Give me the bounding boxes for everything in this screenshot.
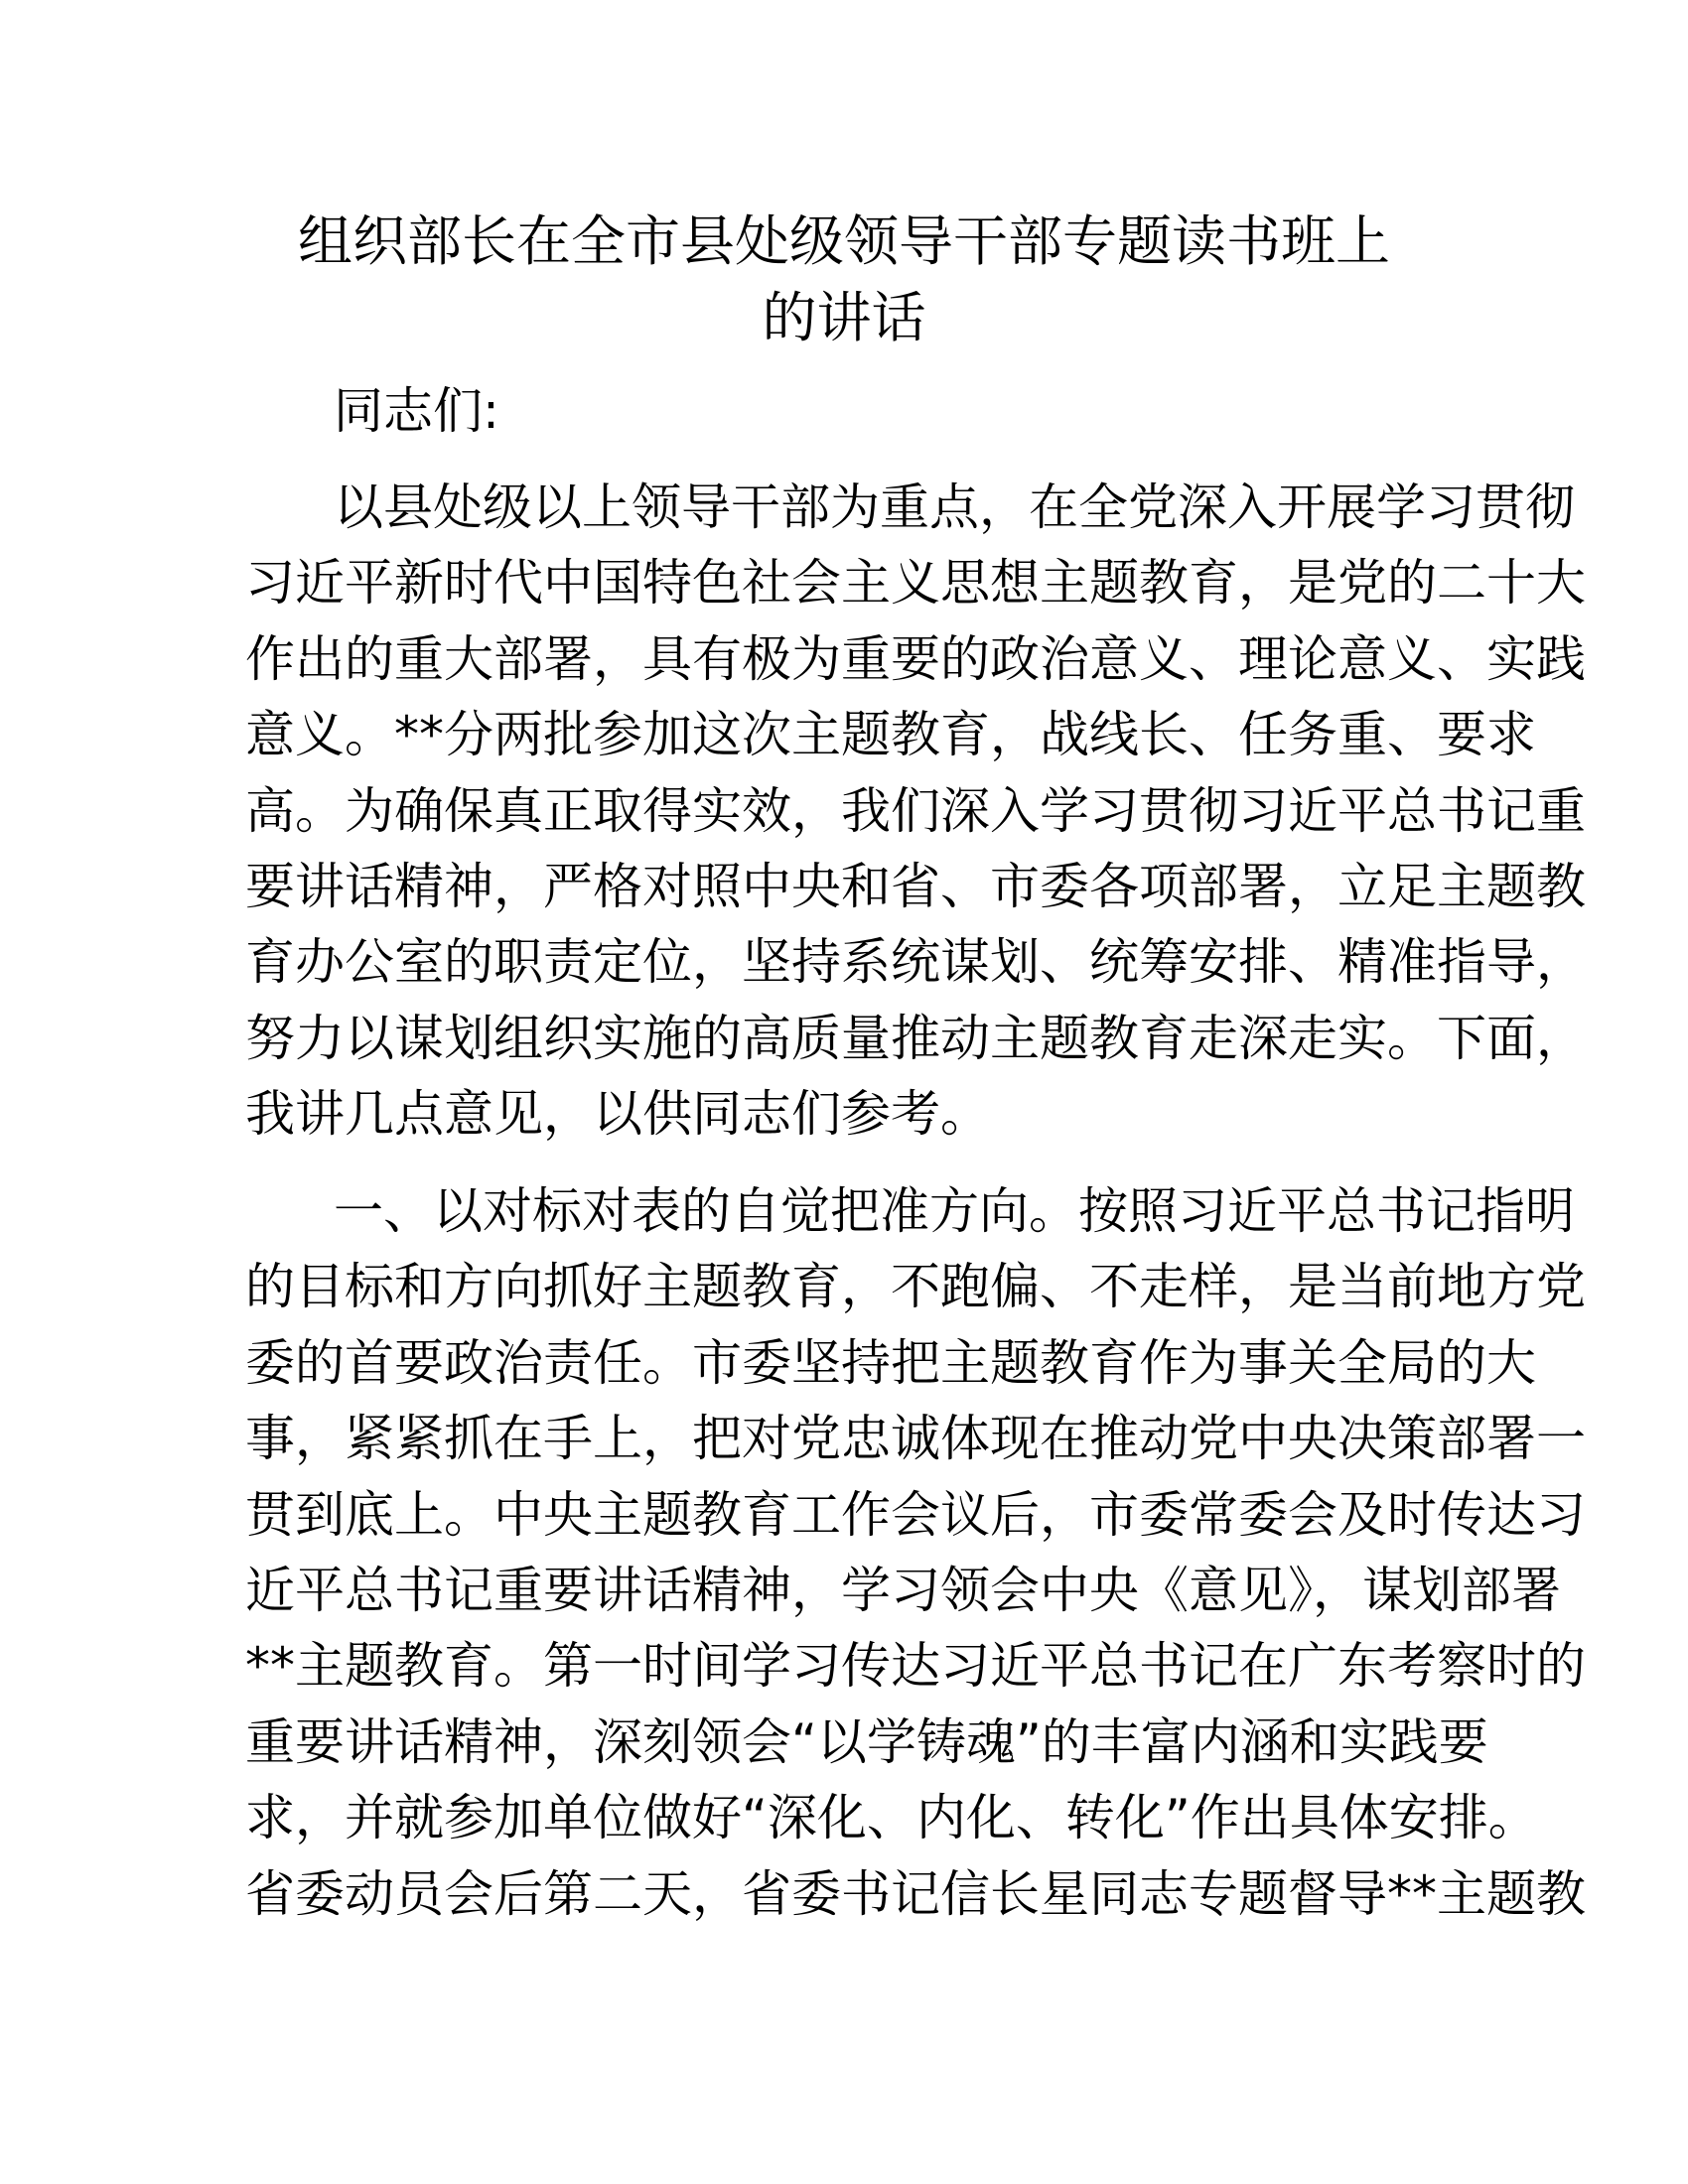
greeting: 同志们: bbox=[334, 382, 499, 440]
paragraph-section-one bbox=[245, 1173, 1586, 1932]
text-line: 习近平新时代中国特色社会主义思想主题教育，是党的二十大 bbox=[245, 554, 1586, 613]
text-line: 育办公室的职责定位，坚持系统谋划、统筹安排、精准指导， bbox=[245, 933, 1586, 992]
text-line: 努力以谋划组织实施的高质量推动主题教育走深走实。下面， bbox=[245, 1009, 1586, 1067]
document-title bbox=[0, 204, 1688, 356]
text-line: 意义。**分两批参加这次主题教育，战线长、任务重、要求 bbox=[245, 706, 1536, 764]
text-line: 作出的重大部署，具有极为重要的政治意义、理论意义、实践 bbox=[245, 629, 1586, 688]
text-line: 贯到底上。中央主题教育工作会议后，市委常委会及时传达习 bbox=[245, 1485, 1586, 1544]
text-line: 近平总书记重要讲话精神，学习领会中央《意见》，谋划部署 bbox=[245, 1562, 1561, 1620]
text-line: **主题教育。第一时间学习传达习近平总书记在广东考察时的 bbox=[245, 1637, 1586, 1696]
title-line: 组织部长在全市县处级领导干部专题读书班上 bbox=[297, 209, 1390, 273]
text-line: 重要讲话精神，深刻领会“以学铸魂”的丰富内涵和实践要 bbox=[245, 1712, 1488, 1771]
text-line: 以县处级以上领导干部为重点，在全党深入开展学习贯彻 bbox=[334, 478, 1575, 536]
text-line: 要讲话精神，严格对照中央和省、市委各项部署，立足主题教 bbox=[245, 858, 1586, 916]
title-line: 的讲话 bbox=[762, 286, 926, 349]
paragraph-intro bbox=[245, 470, 1586, 1153]
text-line: 事，紧紧抓在手上，把对党忠诚体现在推动党中央决策部署一 bbox=[245, 1410, 1586, 1468]
text-line: 委的首要政治责任。市委坚持把主题教育作为事关全局的大 bbox=[245, 1333, 1536, 1392]
text-line: 省委动员会后第二天，省委书记信长星同志专题督导**主题教 bbox=[245, 1864, 1586, 1923]
text-line: 求，并就参加单位做好“深化、内化、转化”作出具体安排。 bbox=[245, 1789, 1538, 1847]
text-line: 高。为确保真正取得实效，我们深入学习贯彻习近平总书记重 bbox=[245, 781, 1586, 840]
text-line: 我讲几点意见，以供同志们参考。 bbox=[245, 1085, 990, 1144]
text-line: 的目标和方向抓好主题教育，不跑偏、不走样，是当前地方党 bbox=[245, 1258, 1586, 1316]
text-line: 一、以对标对表的自觉把准方向。按照习近平总书记指明 bbox=[334, 1182, 1575, 1240]
